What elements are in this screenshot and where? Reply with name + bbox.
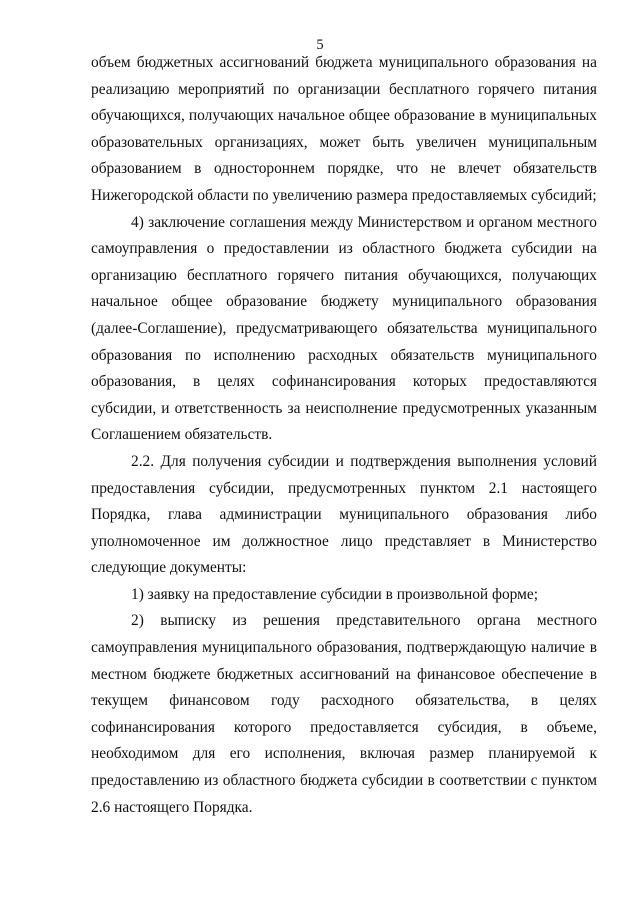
paragraph-item-1: 1) заявку на предоставление субсидии в произвольной форме; bbox=[131, 585, 538, 603]
document-body bbox=[91, 50, 597, 821]
paragraph-item-4: 4) заключение соглашения между Министерством и органом местного самоуправления о предоставлении из областного бюджета субсидии на организацию бесплатного горячего питания обучающихся, получающих начальное общее образование бюджету муниципального образования (далее-Соглашение), предусматривающего обязательства муниципального образования по исполнению расходных обязательств муниципального образования, в целях софинансирования которых предоставляются субсидии, и ответственность за неисполнение предусмотренных указанным Соглашением обязательств. bbox=[91, 213, 597, 444]
paragraph-item-2: 2) выписку из решения представительного органа местного самоуправления муниципального образования, подтверждающую наличие в местном бюджете бюджетных ассигнований на финансовое обеспечение в текущем финансовом году расходного обязательства, в целях софинансирования которого предоставляется субсидия, в объеме, необходимом для его исполнения, включая размер планируемой к предоставлению из областного бюджета субсидии в соответствии с пунктом 2.6 настоящего Порядка. bbox=[91, 612, 597, 816]
paragraph-continuation: объем бюджетных ассигнований бюджета муниципального образования на реализацию мероприятий по организации бесплатного горячего питания обучающихся, получающих начальное общее образование в муниципальных образовательных организациях, может быть увеличен муниципальным образованием в одностороннем порядке, что не влечет обязательств Нижегородской области по увеличению размера предоставляемых субсидий; bbox=[91, 54, 597, 204]
paragraph-section-2-2: 2.2. Для получения субсидии и подтверждения выполнения условий предоставления субсидии, предусмотренных пунктом 2.1 настоящего Порядка, глава администрации муниципального образования либо уполномоченное им должностное лицо представляет в Министерство следующие документы: bbox=[91, 452, 597, 577]
page-number: 5 bbox=[316, 37, 324, 53]
